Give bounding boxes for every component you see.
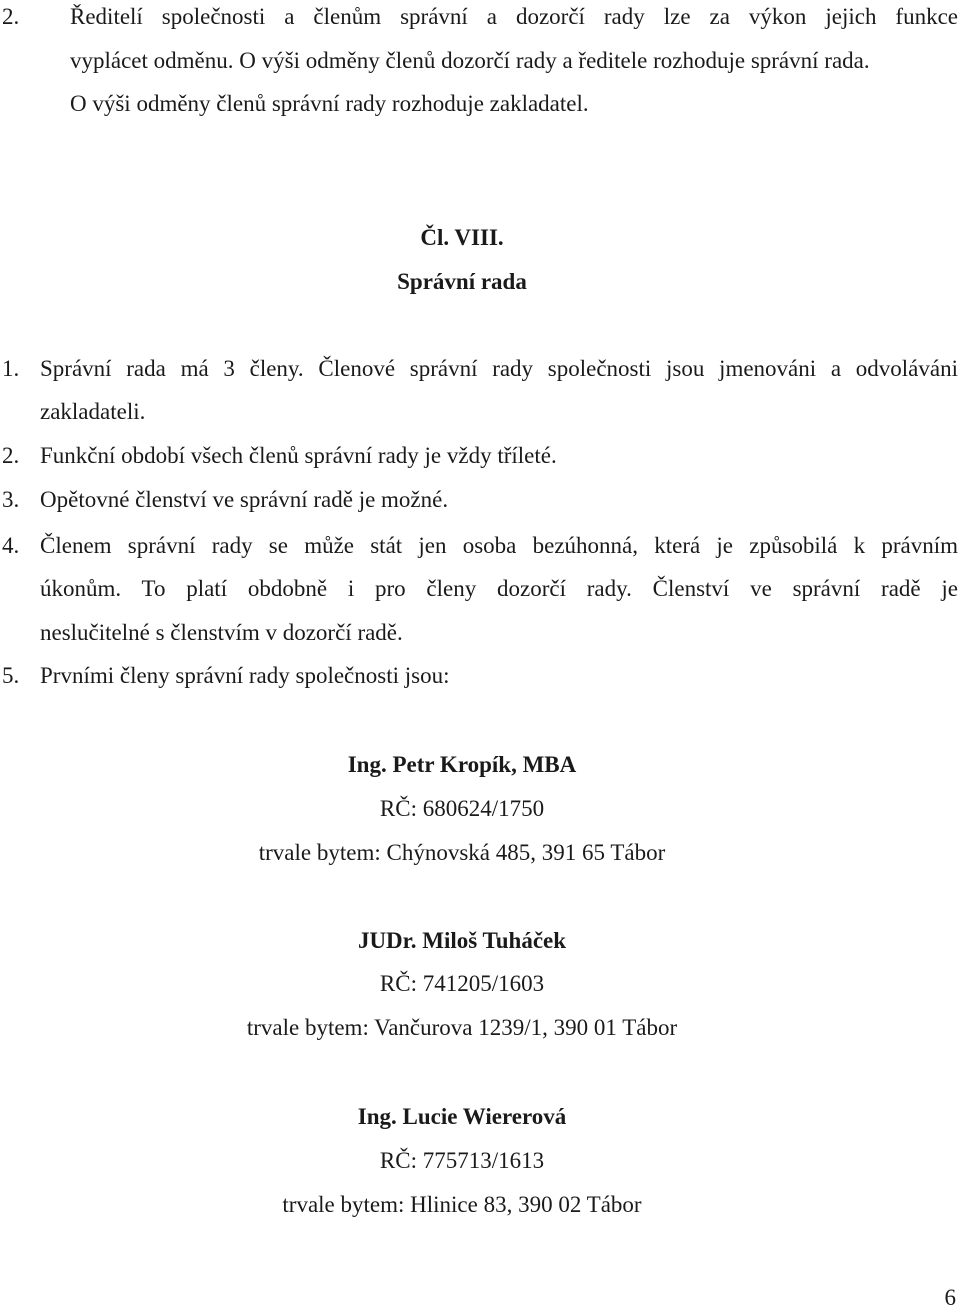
member-2-address: trvale bytem: Vančurova 1239/1, 390 01 Tábor [246,1015,678,1040]
member-3-name: Ing. Lucie Wiererová [357,1104,567,1129]
member-1-rc: RČ: 680624/1750 [379,796,545,821]
article-number: Čl. VIII. [420,225,504,250]
article-title: Správní rada [397,269,527,294]
intro-item-number: 2. [2,4,20,29]
item-3-line-1: Opětovné členství ve správní radě je možné. [40,487,449,512]
member-3-rc: RČ: 775713/1613 [379,1148,545,1173]
member-3-address: trvale bytem: Hlinice 83, 390 02 Tábor [282,1192,642,1217]
item-1-line-2: zakladateli. [40,399,146,424]
item-5-line-1: Prvními členy správní rady společnosti jsou: [40,663,450,688]
member-1-address: trvale bytem: Chýnovská 485, 391 65 Tábor [258,840,666,865]
item-1-number: 1. [2,356,20,381]
item-4-line-2: úkonům. To platí obdobně i pro členy dozorčí rady. Členství ve správní radě je [40,576,958,601]
item-2-line-1: Funkční období všech členů správní rady je vždy tříleté. [40,443,557,468]
item-2-number: 2. [2,443,20,468]
item-1-line-1: Správní rada má 3 členy. Členové správní rady společnosti jsou jmenováni a odvoláváni [40,356,958,381]
page-number: 6 [944,1285,956,1310]
item-4-line-3: neslučitelné s členstvím v dozorčí radě. [40,620,403,645]
intro-item-line-1: Ředitelí společnosti a členům správní a dozorčí rady lze za výkon jejich funkce [70,4,958,29]
item-4-number: 4. [2,533,20,558]
intro-item-line-2: vyplácet odměnu. O výši odměny členů dozorčí rady a ředitele rozhoduje správní rada. [70,48,870,73]
member-2-rc: RČ: 741205/1603 [379,971,545,996]
member-1-name: Ing. Petr Kropík, MBA [347,752,577,777]
member-2-name: JUDr. Miloš Tuháček [357,928,567,953]
item-5-number: 5. [2,663,20,688]
item-4-line-1: Členem správní rady se může stát jen osoba bezúhonná, která je způsobilá k právním [40,533,958,558]
item-3-number: 3. [2,487,20,512]
intro-item-line-3: O výši odměny členů správní rady rozhoduje zakladatel. [70,91,589,116]
